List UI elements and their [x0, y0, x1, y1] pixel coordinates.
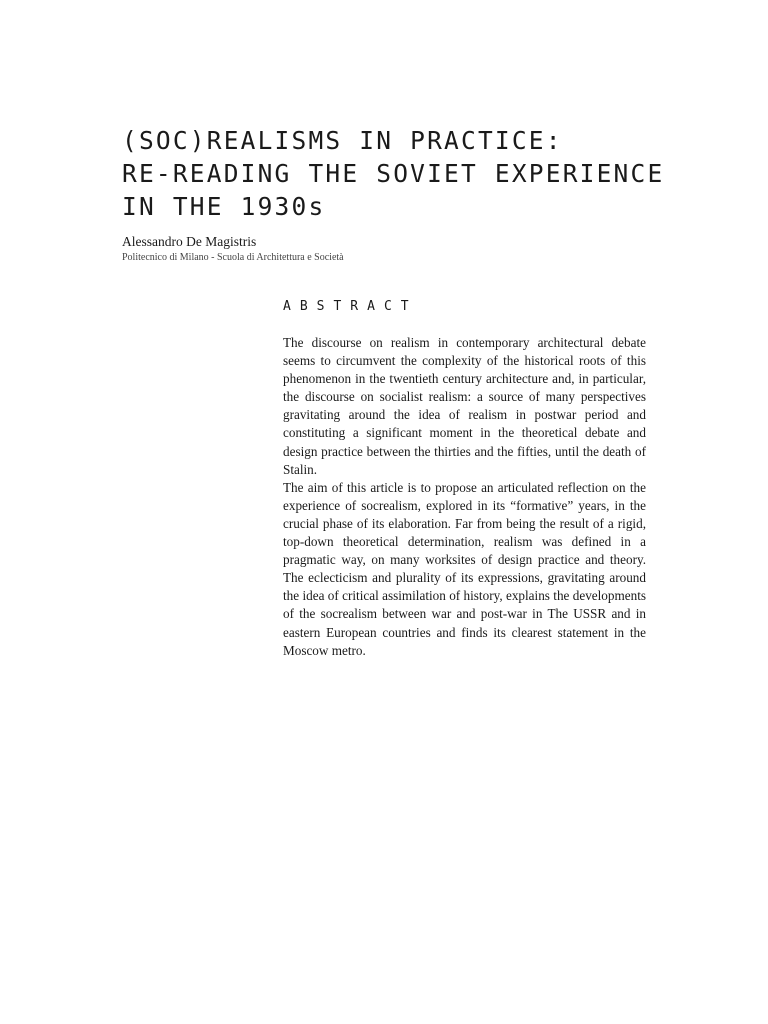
abstract-heading: ABSTRACT: [283, 299, 418, 314]
abstract-paragraph-2: The aim of this article is to propose an articulated reflection on the experience of socrealism, explored in its “formative” years, in the crucial phase of its elaboration. Far from being the result of a rigid, top-down theoretical determination, realism was defined in a pragmatic way, on many worksites of design practice and theory. The eclecticism and plurality of its expressions, gravitating around the idea of critical assimilation of history, explains the developments of the socrealism between war and post-war in The USSR and in eastern European countries and finds its clearest statement in the Moscow metro.: [283, 479, 646, 658]
article-title-line-1: (SOC)REALISMS IN PRACTICE:: [122, 126, 563, 155]
article-title-line-2: RE-READING THE SOVIET EXPERIENCE: [122, 159, 665, 188]
article-title-line-3: IN THE 1930s: [122, 192, 326, 221]
article-title: [122, 124, 722, 223]
author-affiliation: Politecnico di Milano - Scuola di Architettura e Società: [122, 252, 344, 263]
author-name: Alessandro De Magistris: [122, 234, 257, 249]
abstract-paragraph-1: The discourse on realism in contemporary architectural debate seems to circumvent the complexity of the historical roots of this phenomenon in the twentieth century architecture and, in particular, the discourse on socialist realism: a source of many perspectives gravitating around the idea of realism in postwar period and constituting a significant moment in the theoretical debate and design practice between the thirties and the fifties, until the death of Stalin.: [283, 335, 646, 477]
abstract-body: [283, 334, 646, 660]
